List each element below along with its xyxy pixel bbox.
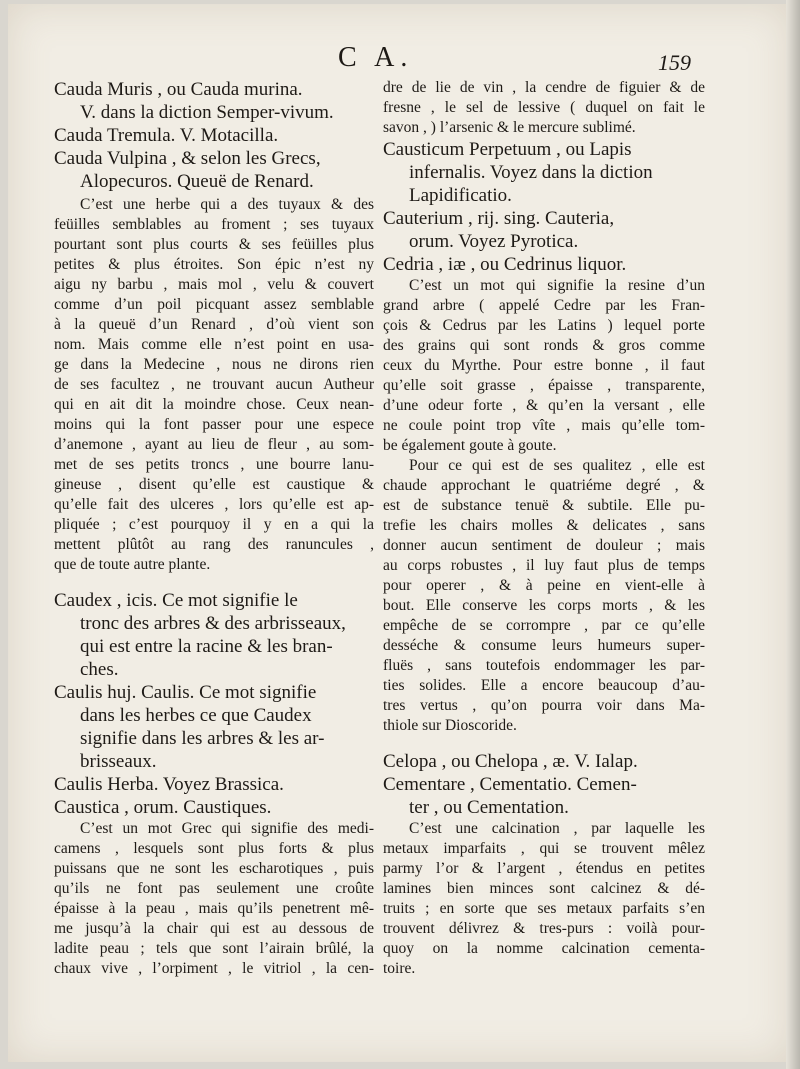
text-line: be également goute à goute. bbox=[383, 437, 557, 454]
text-line: Alopecuros. Queuë de Renard. bbox=[80, 171, 314, 192]
right-column bbox=[383, 78, 705, 979]
text-line: pour operer , & à peine en vient-elle à bbox=[383, 577, 705, 594]
text-line: bout. Elle conserve les corps morts , & les bbox=[383, 597, 705, 614]
entry-celopa: Celopa , ou Chelopa , æ. V. Ialap. bbox=[383, 751, 638, 772]
entry-caustica: Caustica , orum. Caustiques. bbox=[54, 797, 272, 818]
text-line: tres vertus , qu’on pourra voir dans Ma- bbox=[383, 697, 705, 714]
text-line: d’une odeur forte , & qu’en la versant , elle bbox=[383, 397, 705, 414]
text-line: C’est une calcination , par laquelle les bbox=[409, 820, 705, 837]
text-line: donner aucun sentiment de douleur ; mais bbox=[383, 537, 705, 554]
text-line: qu’elle soit grasse , épaisse , transparente, bbox=[383, 377, 705, 394]
text-line: chaux vive , l’orpiment , le vitriol , la cen- bbox=[54, 960, 374, 977]
text-line: savon , ) l’arsenic & le mercure sublimé. bbox=[383, 119, 636, 136]
text-line: qui en ait dit la moindre chose. Ceux nean- bbox=[54, 396, 374, 413]
text-line: grand arbre ( appelé Cedre par les Fran- bbox=[383, 297, 705, 314]
text-line: quoy on la nomme calcination cementa- bbox=[383, 940, 705, 957]
text-line: C’est un mot qui signifie la resine d’un bbox=[409, 277, 705, 294]
text-line: à la queuë d’un Renard , d’où vient son bbox=[54, 316, 374, 333]
text-line: de ses facultez , ne trouvant aucun Autheur bbox=[54, 376, 374, 393]
text-line: épaisse à la peau , mais qu’ils penetrent mê- bbox=[54, 900, 374, 917]
left-column bbox=[54, 78, 374, 979]
text-line: toire. bbox=[383, 960, 416, 977]
text-line: dre de lie de vin , la cendre de figuier & de bbox=[383, 79, 705, 96]
text-line: ne coule point trop vîte , mais qu’elle tom- bbox=[383, 417, 705, 434]
text-line: brisseaux. bbox=[80, 751, 157, 772]
text-line: ties solides. Elle a encore beaucoup d’au- bbox=[383, 677, 705, 694]
text-line: est de substance tenuë & subtile. Elle pu- bbox=[383, 497, 705, 514]
text-line: me jusqu’à la chair qui est au dessous de bbox=[54, 920, 374, 937]
text-line: qui est entre la racine & les bran- bbox=[80, 636, 333, 657]
text-line: d’anemone , ayant au lieu de fleur , au som- bbox=[54, 436, 374, 453]
text-line: orum. Voyez Pyrotica. bbox=[409, 231, 579, 252]
text-line: des grains qui sont ronds & gros comme bbox=[383, 337, 705, 354]
text-line: thiole sur Dioscoride. bbox=[383, 717, 517, 734]
entry-cementare: Cementare , Cementatio. Cemen- bbox=[383, 774, 637, 795]
text-line: C’est un mot Grec qui signifie des medi- bbox=[80, 820, 374, 837]
text-line: moins qui la font passer pour une espece bbox=[54, 416, 374, 433]
entry-cauda-tremula: Cauda Tremula. V. Motacilla. bbox=[54, 125, 279, 146]
text-line: empêche de se corrompre , par ce qu’elle bbox=[383, 617, 705, 634]
page-number: 159 bbox=[658, 50, 691, 75]
text-line: Lapidificatio. bbox=[409, 185, 512, 206]
text-line: aigu ny barbu , mais mol , velu & couvert bbox=[54, 276, 374, 293]
text-line: parmy l’or & l’argent , étendus en petites bbox=[383, 860, 705, 877]
text-line: pourtant sont plus courts & ses feüilles plus bbox=[54, 236, 374, 253]
text-line: petites & plus étroites. Son épic n’est ny bbox=[54, 256, 374, 273]
text-line: Pour ce qui est de ses qualitez , elle est bbox=[409, 457, 705, 474]
text-line: trouvent délivrez & tres-purs : voilà pour- bbox=[383, 920, 705, 937]
text-line: met de ses petits troncs , une bourre lanu- bbox=[54, 456, 374, 473]
text-line: çois & Cedrus par les Latins ) lequel porte bbox=[383, 317, 705, 334]
entry-caudex: Caudex , icis. Ce mot signifie le bbox=[54, 590, 298, 611]
text-line: truits ; en sorte que ses metaux parfaits s’en bbox=[383, 900, 705, 917]
text-line: qu’ils ne font pas seulement une croûte bbox=[54, 880, 374, 897]
text-line: au corps robustes , il luy faut plus de temps bbox=[383, 557, 705, 574]
entry-cedria: Cedria , iæ , ou Cedrinus liquor. bbox=[383, 254, 627, 275]
text-line: qu’elle fait des ulceres , lors qu’elle est ap- bbox=[54, 496, 374, 513]
text-line: infernalis. Voyez dans la diction bbox=[409, 162, 653, 183]
text-line: fresne , le sel de lessive ( duquel on fait le bbox=[383, 99, 705, 116]
running-head: C A. bbox=[338, 42, 414, 73]
text-line: signifie dans les arbres & les ar- bbox=[80, 728, 325, 749]
text-line: C’est une herbe qui a des tuyaux & des bbox=[80, 196, 374, 213]
text-line: dans les herbes ce que Caudex bbox=[80, 705, 312, 726]
text-line: tronc des arbres & des arbrisseaux, bbox=[80, 613, 346, 634]
text-line: trefie les chairs molles & delicates , sans bbox=[383, 517, 705, 534]
entry-cauda-vulpina: Cauda Vulpina , & selon les Grecs, bbox=[54, 148, 321, 169]
text-line: puissans que ne sont les escharotiques , puis bbox=[54, 860, 374, 877]
text-line: metaux imparfaits , qui se trouvent mêlez bbox=[383, 840, 705, 857]
book-page bbox=[8, 4, 790, 1062]
text-line: ceux du Myrthe. Pour estre bonne , il faut bbox=[383, 357, 705, 374]
text-line: fluës , sans toutefois endommager les par- bbox=[383, 657, 705, 674]
text-line: ladite peau ; tels que sont l’airain brûlé, la bbox=[54, 940, 374, 957]
entry-cauterium: Cauterium , rij. sing. Cauteria, bbox=[383, 208, 615, 229]
text-line: gineuse , disent qu’elle est caustique & bbox=[54, 476, 374, 493]
text-line: ge dans la Medecine , nous ne dirons rien bbox=[54, 356, 374, 373]
text-line: lamines bien minces sont calcinez & dé- bbox=[383, 880, 705, 897]
entry-cauda-muris: Cauda Muris , ou Cauda murina. bbox=[54, 79, 303, 100]
text-line: V. dans la diction Semper-vivum. bbox=[80, 102, 334, 123]
text-line: chaude approchant le quatriéme degré , & bbox=[383, 477, 705, 494]
page-edge-shadow bbox=[786, 0, 800, 1069]
text-line: comme d’un poil picquant assez semblable bbox=[54, 296, 374, 313]
text-line: feüilles semblables au froment ; ses tuyaux bbox=[54, 216, 374, 233]
text-line: desséche & consume leurs humeurs super- bbox=[383, 637, 705, 654]
entry-causticum: Causticum Perpetuum , ou Lapis bbox=[383, 139, 632, 160]
text-line: camens , lesquels sont plus forts & plus bbox=[54, 840, 374, 857]
text-line: pliquée ; c’est pourquoy il y en a qui la bbox=[54, 516, 374, 533]
text-line: que de toute autre plante. bbox=[54, 556, 211, 573]
text-line: nom. Mais comme elle n’est point en usa- bbox=[54, 336, 374, 353]
text-line: mettent plûtôt au rang des ranuncules , bbox=[54, 536, 374, 553]
text-line: ter , ou Cementation. bbox=[409, 797, 569, 818]
text-line: ches. bbox=[80, 659, 119, 680]
entry-caulis-herba: Caulis Herba. Voyez Brassica. bbox=[54, 774, 284, 795]
entry-caulis: Caulis huj. Caulis. Ce mot signifie bbox=[54, 682, 317, 703]
